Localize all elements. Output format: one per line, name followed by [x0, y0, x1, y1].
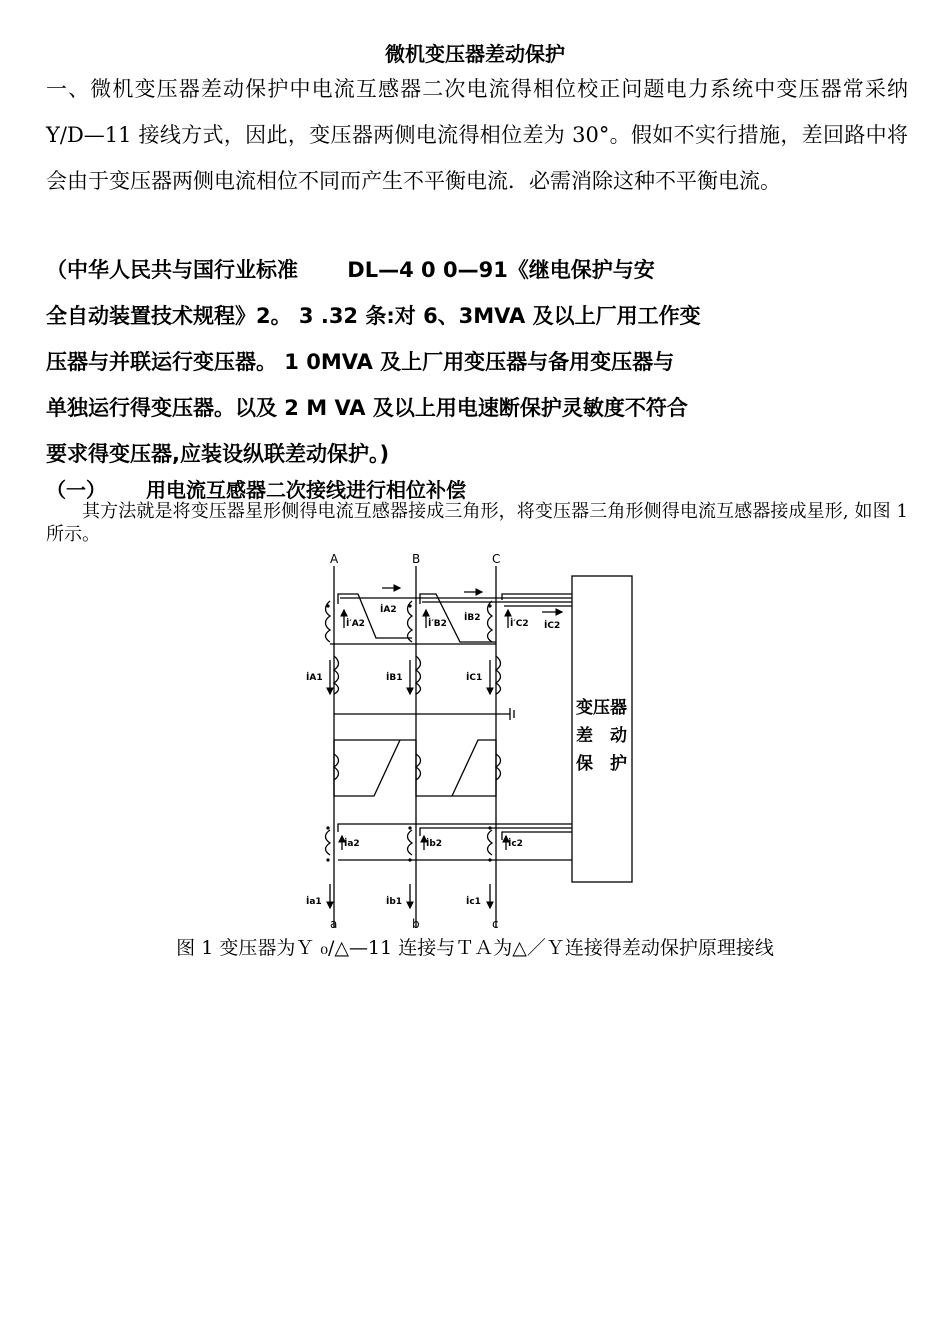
- document-title: 微机变压器差动保护: [385, 42, 565, 66]
- standard-line-3: 压器与并联运行变压器。 1 0MVA 及上厂用变压器与备用变压器与: [46, 350, 675, 374]
- phase-label-C: C: [492, 552, 501, 566]
- current-label: İ′B2: [428, 619, 447, 629]
- current-label: İ′A2: [346, 619, 365, 629]
- section-number: （一）: [46, 478, 106, 502]
- standard-line-4: 单独运行得变压器。以及 2 M VA 及以上用电速断保护灵敏度不符合: [46, 396, 688, 420]
- phase-label-b: b: [412, 917, 420, 931]
- current-label: İ′C2: [510, 619, 529, 629]
- current-label: İC2: [544, 621, 561, 631]
- phase-label-A: A: [330, 552, 339, 566]
- phase-label-a: a: [330, 917, 338, 931]
- current-label: İB2: [464, 613, 481, 623]
- current-label: İa1: [306, 897, 322, 907]
- section-heading: [46, 474, 466, 503]
- current-label: İc1: [466, 897, 481, 907]
- current-label: İb1: [386, 897, 403, 907]
- current-label: İB1: [386, 673, 403, 683]
- current-label: İb2: [426, 839, 443, 849]
- relay-box-label: 变压器: [576, 698, 627, 718]
- differential-protection-diagram: [300, 548, 640, 932]
- standard-line-5: 要求得变压器,应装设纵联差动保护。): [46, 442, 390, 466]
- phase-label-c: c: [492, 917, 499, 931]
- method-paragraph: 其方法就是将变压器星形侧得电流互感器接成三角形，将变压器三角形侧得电流互感器接成星形, 如图 1 所示。: [46, 501, 908, 545]
- current-label: İA2: [380, 605, 397, 615]
- section-title: 用电流互感器二次接线进行相位补偿: [146, 478, 466, 502]
- current-label: İc2: [508, 839, 523, 849]
- relay-box-label: 差 动: [576, 726, 627, 746]
- current-label: İC1: [466, 673, 483, 683]
- current-label: İa2: [344, 839, 360, 849]
- relay-box-label: 保 护: [576, 754, 627, 774]
- current-label: İA1: [306, 673, 323, 683]
- phase-label-B: B: [412, 552, 421, 566]
- standard-line-1: （中华人民共与国行业标准 DL—4 0 0—91《继电保护与安: [46, 258, 655, 282]
- figure-caption: 图 1 变压器为Ｙ ₀/△—11 连接与ＴＡ为△／Ｙ连接得差动保护原理接线: [176, 937, 774, 959]
- standard-line-2: 全自动装置技术规程》2。 3 .32 条:对 6、3MVA 及以上厂用工作变: [46, 304, 701, 328]
- intro-paragraph: 一、微机变压器差动保护中电流互感器二次电流得相位校正问题电力系统中变压器常采纳 Y/D—11 接线方式，因此，变压器两侧电流得相位差为 30°。假如不实行措施，差回路中将会由于变压器两侧电流相位不同而产生不平衡电流．必需消除这种不平衡电流。: [46, 77, 908, 193]
